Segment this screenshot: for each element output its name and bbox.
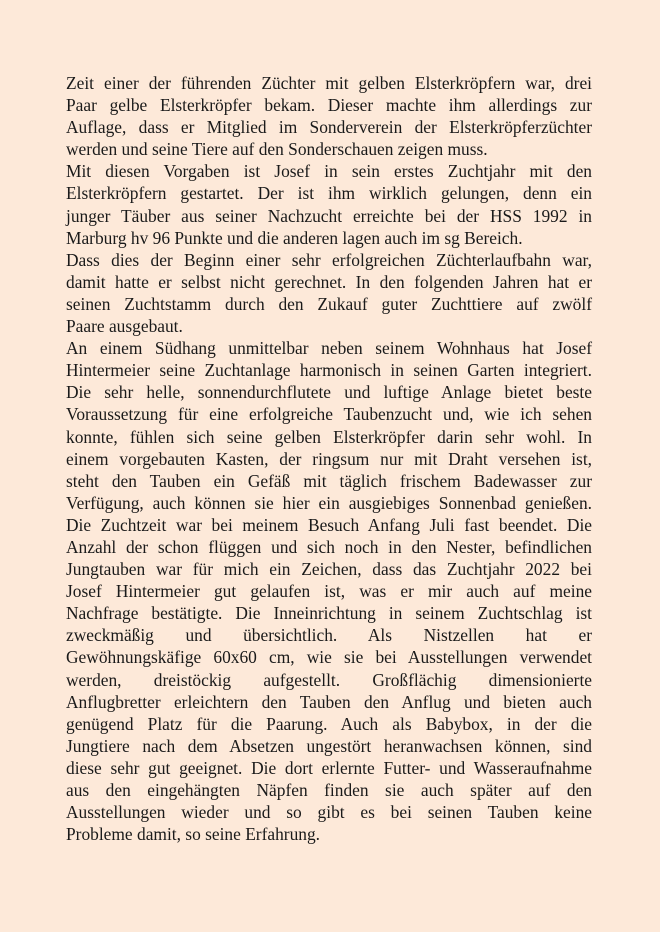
text-line: Nachfrage bestätigte. Die Inneinrichtung in seinem Zuchtschlag ist bbox=[66, 603, 592, 624]
text-line: An einem Südhang unmittelbar neben seinem Wohnhaus hat Josef bbox=[66, 338, 592, 359]
text-line: damit hatte er selbst nicht gerechnet. In den folgenden Jahren hat er bbox=[66, 271, 592, 292]
text-line: Ausstellungen wieder und so gibt es bei seinen Tauben keine bbox=[66, 802, 592, 823]
text-line: Paar gelbe Elsterkröpfer bekam. Dieser machte ihm allerdings zur bbox=[66, 95, 592, 116]
text-line: Jungtauben war für mich ein Zeichen, dass das Zuchtjahr 2022 bei bbox=[66, 559, 592, 580]
text-line: Die sehr helle, sonnendurchflutete und luftige Anlage bietet beste bbox=[66, 382, 592, 403]
text-line: Gewöhnungskäfige 60x60 cm, wie sie bei Ausstellungen verwendet bbox=[66, 647, 592, 668]
text-line: Zeit einer der führenden Züchter mit gelben Elsterkröpfern war, drei bbox=[66, 73, 592, 93]
text-line: Anzahl der schon flüggen und sich noch in den Nester, befindlichen bbox=[66, 536, 592, 557]
text-line: konnte, fühlen sich seine gelben Elsterkröpfer darin sehr wohl. In bbox=[66, 426, 592, 447]
text-line: Dass dies der Beginn einer sehr erfolgreichen Züchterlaufbahn war, bbox=[66, 249, 592, 270]
text-line: steht den Tauben ein Gefäß mit täglich frischem Badewasser zur bbox=[66, 470, 592, 491]
article-text bbox=[66, 72, 592, 845]
text-line: Die Zuchtzeit war bei meinem Besuch Anfang Juli fast beendet. Die bbox=[66, 514, 592, 535]
text-line: aus den eingehängten Näpfen finden sie auch später auf den bbox=[66, 780, 592, 800]
text-line: Auflage, dass er Mitglied im Sonderverein der Elsterkröpferzüchter bbox=[66, 117, 592, 138]
text-line: Verfügung, auch können sie hier ein ausgiebiges Sonnenbad genießen. bbox=[66, 492, 592, 513]
text-line: werden und seine Tiere auf den Sonderschauen zeigen muss. bbox=[66, 139, 488, 160]
text-line: Jungtiere nach dem Absetzen ungestört heranwachsen können, sind bbox=[66, 735, 592, 756]
text-line: Josef Hintermeier gut gelaufen ist, was er mir auch auf meine bbox=[66, 581, 592, 602]
text-line: genügend Platz für die Paarung. Auch als Babybox, in der die bbox=[66, 713, 592, 734]
text-line: zweckmäßig und übersichtlich. Als Nistzellen hat er bbox=[66, 625, 592, 646]
text-line: werden, dreistöckig aufgestellt. Großflächig dimensionierte bbox=[66, 669, 592, 690]
text-line: junger Täuber aus seiner Nachzucht erreichte bei der HSS 1992 in bbox=[66, 205, 592, 226]
text-line: Mit diesen Vorgaben ist Josef in sein erstes Zuchtjahr mit den bbox=[66, 161, 592, 182]
text-line: Hintermeier seine Zuchtanlage harmonisch in seinen Garten integriert. bbox=[66, 360, 592, 381]
text-line: Probleme damit, so seine Erfahrung. bbox=[66, 824, 321, 845]
text-line: Anflugbretter erleichtern den Tauben den Anflug und bieten auch bbox=[66, 691, 592, 712]
text-line: diese sehr gut geeignet. Die dort erlernte Futter- und Wasseraufnahme bbox=[66, 757, 592, 778]
text-line: seinen Zuchtstamm durch den Zukauf guter Zuchttiere auf zwölf bbox=[66, 293, 592, 314]
text-line: Marburg hv 96 Punkte und die anderen lagen auch im sg Bereich. bbox=[66, 227, 523, 248]
text-line: Paare ausgebaut. bbox=[66, 316, 183, 337]
text-line: Elsterkröpfern gestartet. Der ist ihm wirklich gelungen, denn ein bbox=[66, 183, 592, 204]
text-line: Voraussetzung für eine erfolgreiche Taubenzucht und, wie ich sehen bbox=[66, 404, 592, 425]
text-line: einem vorgebauten Kasten, der ringsum nur mit Draht versehen ist, bbox=[66, 448, 592, 469]
